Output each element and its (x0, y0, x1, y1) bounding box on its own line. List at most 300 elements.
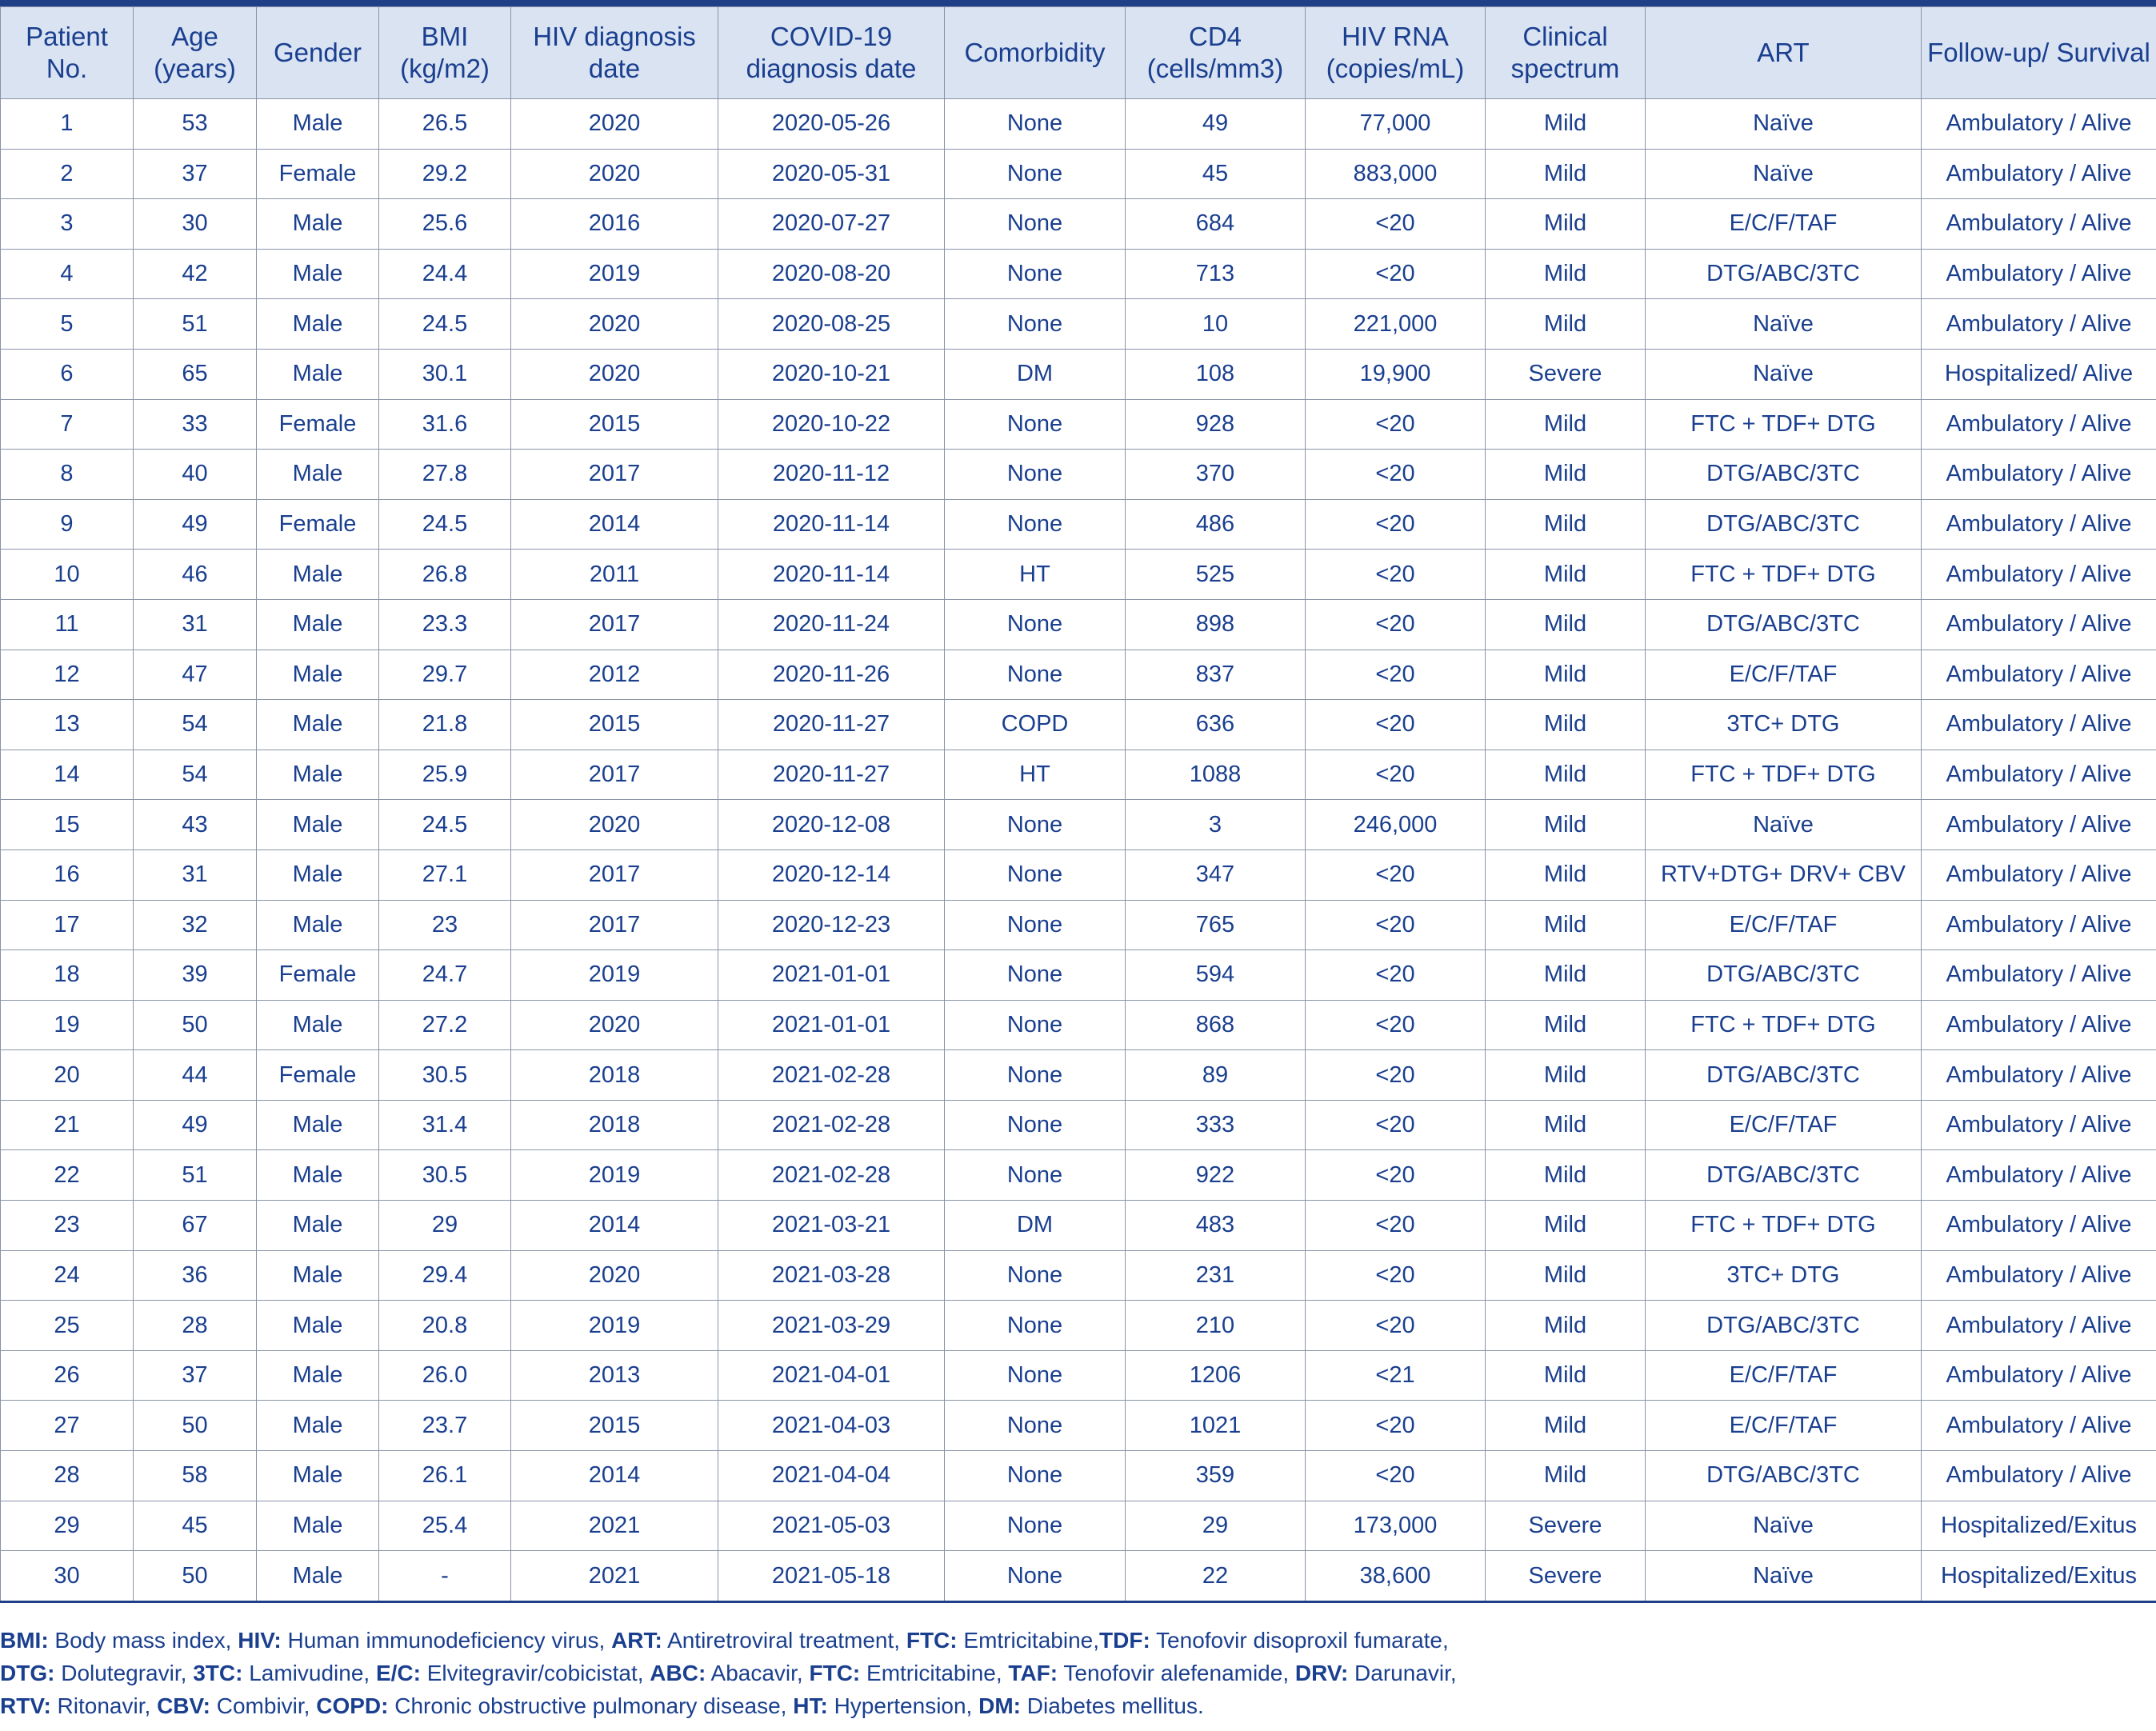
footnote-definition: Body mass index, (48, 1628, 238, 1653)
table-cell: 483 (1126, 1201, 1306, 1251)
table-row (1, 249, 2156, 299)
table-cell: Male (257, 299, 379, 350)
table-cell: 2021-04-01 (718, 1350, 945, 1401)
table-cell: Mild (1486, 1100, 1646, 1150)
table-cell: 2017 (511, 599, 718, 650)
table-cell: 16 (1, 850, 134, 900)
footnote-line (0, 1689, 2156, 1722)
table-cell: 210 (1126, 1301, 1306, 1351)
table-cell: Ambulatory / Alive (1922, 99, 2156, 150)
table-row (1, 1451, 2156, 1501)
table-row (1, 1100, 2156, 1150)
table-cell: Mild (1486, 750, 1646, 800)
table-cell: 2017 (511, 850, 718, 900)
table-cell: 58 (134, 1451, 257, 1501)
table-cell: Ambulatory / Alive (1922, 900, 2156, 950)
table-row (1, 750, 2156, 800)
table-cell: E/C/F/TAF (1646, 1350, 1922, 1401)
table-cell: 27.8 (379, 450, 511, 500)
table-cell: 2021-02-28 (718, 1050, 945, 1101)
table-cell: <20 (1306, 750, 1486, 800)
table-cell: Ambulatory / Alive (1922, 700, 2156, 750)
table-cell: 684 (1126, 199, 1306, 250)
table-cell: 898 (1126, 599, 1306, 650)
table-cell: 2020 (511, 1250, 718, 1301)
table-cell: 40 (134, 450, 257, 500)
table-cell: RTV+DTG+ DRV+ CBV (1646, 850, 1922, 900)
table-cell: 29.4 (379, 1250, 511, 1301)
table-cell: <21 (1306, 1350, 1486, 1401)
table-cell: FTC + TDF+ DTG (1646, 1000, 1922, 1050)
table-cell: 2020-10-21 (718, 349, 945, 399)
table-row (1, 299, 2156, 350)
table-cell: 30.5 (379, 1150, 511, 1201)
table-cell: 2014 (511, 1451, 718, 1501)
table-cell: 25.9 (379, 750, 511, 800)
column-header: Clinical spectrum (1486, 7, 1646, 99)
table-cell: 2020-12-23 (718, 900, 945, 950)
footnote-definition: Tenofovir alefenamide, (1058, 1661, 1295, 1685)
column-header: Gender (257, 7, 379, 99)
table-cell: Male (257, 599, 379, 650)
table-cell: 25.4 (379, 1501, 511, 1551)
table-cell: HT (945, 750, 1126, 800)
table-cell: 29 (379, 1201, 511, 1251)
table-cell: 26.8 (379, 550, 511, 600)
table-cell: 2017 (511, 450, 718, 500)
table-cell: Mild (1486, 1150, 1646, 1201)
table-cell: Mild (1486, 550, 1646, 600)
table-cell: Ambulatory / Alive (1922, 850, 2156, 900)
footnote-abbreviation: HIV: (238, 1628, 282, 1653)
table-cell: Severe (1486, 1551, 1646, 1602)
table-cell: 47 (134, 650, 257, 700)
table-row (1, 1050, 2156, 1101)
table-cell: 2020-11-24 (718, 599, 945, 650)
table-cell: <20 (1306, 1100, 1486, 1150)
table-cell: Mild (1486, 1451, 1646, 1501)
table-cell: 636 (1126, 700, 1306, 750)
table-body (1, 99, 2156, 1602)
table-cell: Mild (1486, 850, 1646, 900)
table-cell: 15 (1, 800, 134, 850)
footnote-abbreviation: DRV: (1294, 1661, 1349, 1685)
table-cell: FTC + TDF+ DTG (1646, 550, 1922, 600)
table-cell: <20 (1306, 850, 1486, 900)
table-cell: Mild (1486, 1250, 1646, 1301)
table-row (1, 149, 2156, 199)
table-cell: Mild (1486, 1201, 1646, 1251)
footnote-abbreviation: BMI: (0, 1628, 49, 1653)
table-cell: None (945, 450, 1126, 500)
table-cell: 173,000 (1306, 1501, 1486, 1551)
footnote-definition: Elvitegravir/cobicistat, (420, 1661, 650, 1685)
table-cell: FTC + TDF+ DTG (1646, 399, 1922, 450)
table-cell: 221,000 (1306, 299, 1486, 350)
footnote-abbreviation: DTG: (0, 1661, 55, 1685)
table-cell: None (945, 299, 1126, 350)
table-cell: None (945, 1301, 1126, 1351)
table-cell: Male (257, 1150, 379, 1201)
table-cell: 2016 (511, 199, 718, 250)
table-cell: 2020 (511, 349, 718, 399)
table-cell: 2021-03-29 (718, 1301, 945, 1351)
table-cell: Ambulatory / Alive (1922, 1301, 2156, 1351)
table-cell: Ambulatory / Alive (1922, 950, 2156, 1001)
table-cell: 17 (1, 900, 134, 950)
table-cell: Mild (1486, 950, 1646, 1001)
table-cell: 2011 (511, 550, 718, 600)
footnote-abbreviation: 3TC: (193, 1661, 243, 1685)
table-row (1, 99, 2156, 150)
footnote-abbreviation: DM: (978, 1693, 1021, 1718)
table-cell: Male (257, 550, 379, 600)
table-cell: Ambulatory / Alive (1922, 299, 2156, 350)
table-cell: 2020-12-14 (718, 850, 945, 900)
table-cell: Mild (1486, 650, 1646, 700)
table-cell: None (945, 900, 1126, 950)
table-cell: Male (257, 1100, 379, 1150)
table-row (1, 349, 2156, 399)
table-cell: DTG/ABC/3TC (1646, 599, 1922, 650)
table-cell: Mild (1486, 1050, 1646, 1101)
table-row (1, 499, 2156, 550)
table-cell: DTG/ABC/3TC (1646, 1451, 1922, 1501)
table-cell: 2020 (511, 1000, 718, 1050)
table-cell: Ambulatory / Alive (1922, 499, 2156, 550)
table-cell: <20 (1306, 1050, 1486, 1101)
table-cell: None (945, 1100, 1126, 1150)
table-cell: 2020-11-26 (718, 650, 945, 700)
table-cell: 26.5 (379, 99, 511, 150)
table-cell: <20 (1306, 1451, 1486, 1501)
table-cell: 2014 (511, 1201, 718, 1251)
table-cell: 2021-05-03 (718, 1501, 945, 1551)
table-cell: - (379, 1551, 511, 1602)
table-cell: 2 (1, 149, 134, 199)
table-cell: 1206 (1126, 1350, 1306, 1401)
table-row (1, 650, 2156, 700)
table-cell: 31.6 (379, 399, 511, 450)
table-cell: 26.0 (379, 1350, 511, 1401)
footnote-line (0, 1624, 2156, 1657)
table-cell: 22 (1, 1150, 134, 1201)
table-cell: E/C/F/TAF (1646, 1401, 1922, 1451)
table-cell: Male (257, 1401, 379, 1451)
column-header: BMI (kg/m2) (379, 7, 511, 99)
table-cell: 2021-04-04 (718, 1451, 945, 1501)
table-cell: 5 (1, 299, 134, 350)
table-cell: Male (257, 850, 379, 900)
table-cell: 39 (134, 950, 257, 1001)
table-cell: <20 (1306, 1201, 1486, 1251)
table-cell: 44 (134, 1050, 257, 1101)
table-cell: 54 (134, 700, 257, 750)
table-cell: 2020-11-27 (718, 700, 945, 750)
table-cell: 31.4 (379, 1100, 511, 1150)
table-cell: 27.2 (379, 1000, 511, 1050)
table-cell: 37 (134, 149, 257, 199)
table-cell: 24 (1, 1250, 134, 1301)
table-cell: 29 (1, 1501, 134, 1551)
table-cell: Female (257, 399, 379, 450)
table-cell: 49 (1126, 99, 1306, 150)
table-cell: E/C/F/TAF (1646, 1100, 1922, 1150)
column-header: CD4 (cells/mm3) (1126, 7, 1306, 99)
table-row (1, 199, 2156, 250)
footnote-abbreviation: CBV: (157, 1693, 210, 1718)
table-cell: 1021 (1126, 1401, 1306, 1451)
table-cell: Male (257, 249, 379, 299)
table-cell: 2020-07-27 (718, 199, 945, 250)
table-cell: 30 (1, 1551, 134, 1602)
table-cell: Male (257, 1501, 379, 1551)
table-cell: 2020-10-22 (718, 399, 945, 450)
table-header (1, 7, 2156, 99)
table-row (1, 550, 2156, 600)
table-cell: Mild (1486, 1301, 1646, 1351)
table-cell: 11 (1, 599, 134, 650)
table-cell: None (945, 399, 1126, 450)
table-cell: E/C/F/TAF (1646, 650, 1922, 700)
table-cell: <20 (1306, 499, 1486, 550)
table-cell: 2013 (511, 1350, 718, 1401)
table-cell: DTG/ABC/3TC (1646, 249, 1922, 299)
table-cell: Male (257, 1201, 379, 1251)
table-cell: 2021-04-03 (718, 1401, 945, 1451)
table-cell: DTG/ABC/3TC (1646, 1301, 1922, 1351)
table-cell: 24.5 (379, 499, 511, 550)
table-cell: 2020-12-08 (718, 800, 945, 850)
table-cell: DM (945, 349, 1126, 399)
table-cell: HT (945, 550, 1126, 600)
header-row (1, 7, 2156, 99)
table-cell: Ambulatory / Alive (1922, 450, 2156, 500)
table-cell: 525 (1126, 550, 1306, 600)
table-cell: 25 (1, 1301, 134, 1351)
table-cell: 8 (1, 450, 134, 500)
footnote-abbreviation: FTC: (809, 1661, 861, 1685)
table-cell: Mild (1486, 199, 1646, 250)
table-cell: Naïve (1646, 800, 1922, 850)
table-cell: 36 (134, 1250, 257, 1301)
table-cell: 3 (1126, 800, 1306, 850)
table-cell: 765 (1126, 900, 1306, 950)
table-cell: 18 (1, 950, 134, 1001)
footnotes (0, 1624, 2156, 1722)
table-cell: Ambulatory / Alive (1922, 1150, 2156, 1201)
table-cell: None (945, 599, 1126, 650)
footnote-abbreviation: COPD: (316, 1693, 389, 1718)
table-cell: 50 (134, 1000, 257, 1050)
table-cell: 26.1 (379, 1451, 511, 1501)
table-cell: Ambulatory / Alive (1922, 1250, 2156, 1301)
table-cell: Naïve (1646, 99, 1922, 150)
table-cell: 3 (1, 199, 134, 250)
table-cell: 9 (1, 499, 134, 550)
table-cell: FTC + TDF+ DTG (1646, 1201, 1922, 1251)
table-cell: <20 (1306, 700, 1486, 750)
table-cell: 23.7 (379, 1401, 511, 1451)
table-cell: 2020-11-12 (718, 450, 945, 500)
footnote-definition: Antiretroviral treatment, (662, 1628, 906, 1653)
footnote-definition: Diabetes mellitus. (1021, 1693, 1204, 1718)
footnote-definition: Darunavir, (1348, 1661, 1457, 1685)
footnote-definition: Dolutegravir, (54, 1661, 194, 1685)
table-cell: 2020 (511, 99, 718, 150)
table-cell: FTC + TDF+ DTG (1646, 750, 1922, 800)
column-header: ART (1646, 7, 1922, 99)
table-cell: 42 (134, 249, 257, 299)
table-cell: None (945, 1150, 1126, 1201)
table-cell: 2021-02-28 (718, 1150, 945, 1201)
table-cell: 486 (1126, 499, 1306, 550)
table-cell: 67 (134, 1201, 257, 1251)
footnote-definition: Abacavir, (706, 1661, 810, 1685)
table-cell: 2021 (511, 1501, 718, 1551)
footnote-definition: Human immunodeficiency virus, (281, 1628, 612, 1653)
table-row (1, 1301, 2156, 1351)
table-cell: 23 (1, 1201, 134, 1251)
table-cell: 4 (1, 249, 134, 299)
footnote-definition: Ritonavir, (50, 1693, 158, 1718)
table-row (1, 1150, 2156, 1201)
table-cell: Male (257, 800, 379, 850)
table-cell: Female (257, 499, 379, 550)
table-cell: None (945, 149, 1126, 199)
table-cell: <20 (1306, 650, 1486, 700)
table-cell: E/C/F/TAF (1646, 900, 1922, 950)
table-cell: 2020-11-27 (718, 750, 945, 800)
table-cell: 3TC+ DTG (1646, 1250, 1922, 1301)
table-cell: 2021-01-01 (718, 950, 945, 1001)
table-cell: 359 (1126, 1451, 1306, 1501)
table-cell: Ambulatory / Alive (1922, 399, 2156, 450)
table-cell: 19,900 (1306, 349, 1486, 399)
table-cell: 27.1 (379, 850, 511, 900)
table-row (1, 800, 2156, 850)
table-cell: 2014 (511, 499, 718, 550)
table-cell: 2019 (511, 950, 718, 1001)
table-cell: 89 (1126, 1050, 1306, 1101)
table-cell: 2015 (511, 700, 718, 750)
table-cell: <20 (1306, 1150, 1486, 1201)
table-cell: 29.2 (379, 149, 511, 199)
table-cell: 37 (134, 1350, 257, 1401)
table-cell: 45 (1126, 149, 1306, 199)
table-cell: Male (257, 700, 379, 750)
table-cell: 65 (134, 349, 257, 399)
table-cell: 31 (134, 599, 257, 650)
table-row (1, 950, 2156, 1001)
table-cell: Hospitalized/Exitus (1922, 1551, 2156, 1602)
table-cell: Naïve (1646, 299, 1922, 350)
table-cell: COPD (945, 700, 1126, 750)
table-cell: Ambulatory / Alive (1922, 249, 2156, 299)
table-cell: Severe (1486, 349, 1646, 399)
table-cell: 2020-11-14 (718, 550, 945, 600)
column-header: COVID-19 diagnosis date (718, 7, 945, 99)
table-cell: 2019 (511, 1301, 718, 1351)
table-cell: None (945, 800, 1126, 850)
table-cell: 38,600 (1306, 1551, 1486, 1602)
table-cell: Ambulatory / Alive (1922, 750, 2156, 800)
table-cell: Female (257, 149, 379, 199)
table-cell: 28 (1, 1451, 134, 1501)
table-cell: None (945, 1000, 1126, 1050)
footnote-definition: Emtricitabine, (957, 1628, 1100, 1653)
table-cell: E/C/F/TAF (1646, 199, 1922, 250)
table-row (1, 1000, 2156, 1050)
table-cell: 837 (1126, 650, 1306, 700)
table-cell: 26 (1, 1350, 134, 1401)
table-cell: 883,000 (1306, 149, 1486, 199)
table-cell: Mild (1486, 1350, 1646, 1401)
footnote-abbreviation: TDF: (1099, 1628, 1150, 1653)
table-cell: 2018 (511, 1050, 718, 1101)
table-cell: 13 (1, 700, 134, 750)
table-cell: 22 (1126, 1551, 1306, 1602)
table-cell: 14 (1, 750, 134, 800)
table-cell: Hospitalized/Exitus (1922, 1501, 2156, 1551)
table-cell: Mild (1486, 800, 1646, 850)
table-row (1, 900, 2156, 950)
table-cell: Male (257, 900, 379, 950)
table-cell: Male (257, 1451, 379, 1501)
table-cell: Female (257, 1050, 379, 1101)
table-cell: 922 (1126, 1150, 1306, 1201)
table-cell: Ambulatory / Alive (1922, 550, 2156, 600)
column-header: Age (years) (134, 7, 257, 99)
table-cell: <20 (1306, 399, 1486, 450)
table-cell: 333 (1126, 1100, 1306, 1150)
table-row (1, 1201, 2156, 1251)
table-cell: None (945, 99, 1126, 150)
table-cell: <20 (1306, 199, 1486, 250)
table-cell: Ambulatory / Alive (1922, 1100, 2156, 1150)
table-cell: 7 (1, 399, 134, 450)
table-cell: 868 (1126, 1000, 1306, 1050)
table-cell: Ambulatory / Alive (1922, 199, 2156, 250)
table-cell: Mild (1486, 149, 1646, 199)
table-cell: 49 (134, 1100, 257, 1150)
table-cell: Mild (1486, 900, 1646, 950)
table-cell: 30 (134, 199, 257, 250)
table-cell: Mild (1486, 399, 1646, 450)
table-row (1, 1250, 2156, 1301)
table-cell: 2020-08-25 (718, 299, 945, 350)
column-header: HIV RNA (copies/mL) (1306, 7, 1486, 99)
table-cell: <20 (1306, 1401, 1486, 1451)
table-cell: 2021-05-18 (718, 1551, 945, 1602)
table-cell: 43 (134, 800, 257, 850)
table-row (1, 1501, 2156, 1551)
table-cell: 10 (1126, 299, 1306, 350)
table-cell: 231 (1126, 1250, 1306, 1301)
table-cell: 29 (1126, 1501, 1306, 1551)
table-cell: 30.5 (379, 1050, 511, 1101)
table-cell: 2021-02-28 (718, 1100, 945, 1150)
table-cell: Ambulatory / Alive (1922, 1201, 2156, 1251)
table-cell: 2015 (511, 399, 718, 450)
footnote-definition: Combivir, (210, 1693, 317, 1718)
table-cell: None (945, 650, 1126, 700)
table-cell: 347 (1126, 850, 1306, 900)
table-cell: 21.8 (379, 700, 511, 750)
table-cell: Ambulatory / Alive (1922, 1401, 2156, 1451)
table-cell: 30.1 (379, 349, 511, 399)
table-cell: 594 (1126, 950, 1306, 1001)
